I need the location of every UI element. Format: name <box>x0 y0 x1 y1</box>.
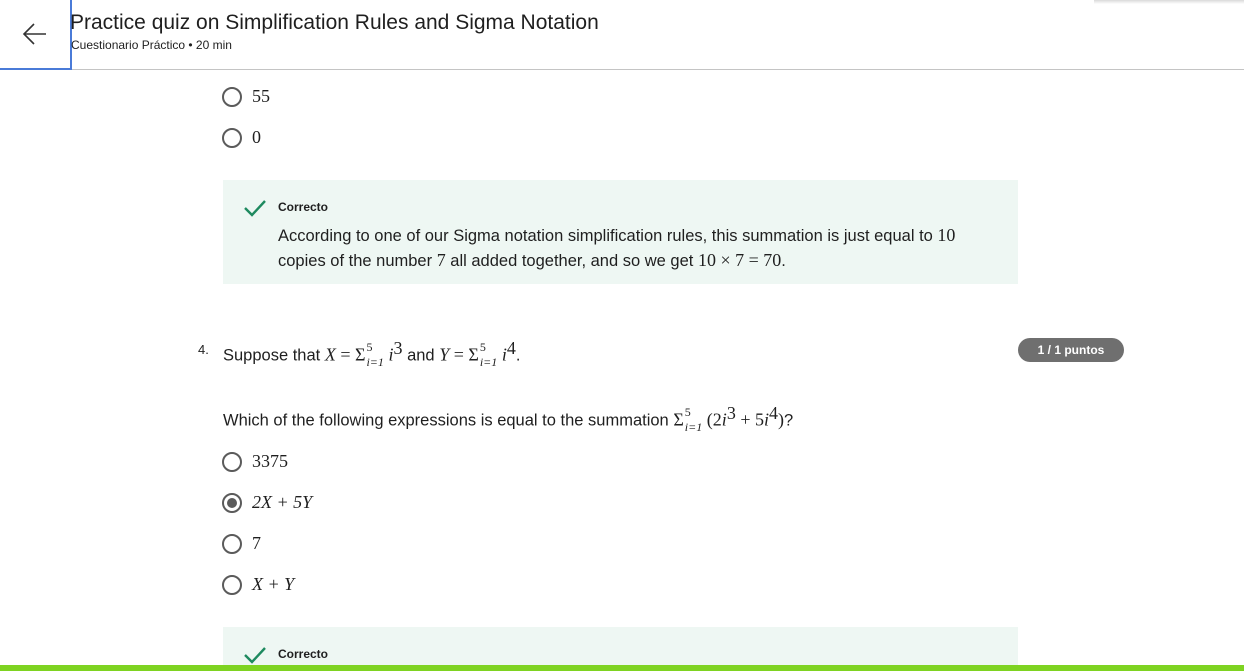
prompt-text: ? <box>783 411 794 430</box>
feedback-math: 10 × 7 = 70 <box>697 250 782 270</box>
radio-button[interactable] <box>222 534 242 554</box>
feedback-text-part: copies of the number <box>278 252 437 270</box>
checkmark-icon <box>243 196 267 220</box>
feedback-text-part: all added together, and so we get <box>445 252 698 270</box>
question-subprompt <box>223 403 793 435</box>
math-exponent: 4 <box>506 338 516 358</box>
option-label: 2X + 5Y <box>252 492 313 512</box>
points-badge: 1 / 1 puntos <box>1018 338 1124 362</box>
option-label: 7 <box>252 533 261 553</box>
page-subtitle: Cuestionario Práctico • 20 min <box>71 38 232 52</box>
math-var: Y <box>439 344 450 365</box>
math-exponent: 3 <box>726 403 736 423</box>
option-label: 55 <box>252 86 270 106</box>
progress-bar <box>0 665 1244 671</box>
sum-upper: 5 <box>684 405 691 420</box>
q4-option-x-y[interactable] <box>222 574 294 595</box>
q4-option-3375[interactable] <box>222 451 288 472</box>
q3-feedback <box>223 180 1018 284</box>
prompt-text: and <box>402 346 440 365</box>
math-sigma: Σ <box>673 409 684 430</box>
sum-limits <box>480 342 502 370</box>
sum-limits <box>685 407 707 435</box>
math-var: i <box>763 409 769 430</box>
math-expr: (2 <box>706 409 722 430</box>
prompt-text: Which of the following expressions is equal to the summation <box>223 411 674 430</box>
radio-button-selected[interactable] <box>222 493 242 513</box>
option-label: 3375 <box>252 451 288 471</box>
sum-upper: 5 <box>479 340 486 355</box>
question-prompt <box>223 338 520 370</box>
back-button[interactable] <box>0 0 72 70</box>
math-var: X <box>324 344 336 365</box>
prompt-text: Suppose that <box>223 346 325 365</box>
sum-lower: i=1 <box>366 355 384 370</box>
radio-button[interactable] <box>222 128 242 148</box>
radio-button[interactable] <box>222 452 242 472</box>
feedback-text-part: . <box>781 252 786 270</box>
q3-option-55[interactable] <box>222 86 270 107</box>
q3-option-0[interactable] <box>222 127 261 148</box>
prompt-text: . <box>515 346 521 365</box>
math-exponent: 4 <box>768 403 778 423</box>
math-expr: + 5 <box>735 409 764 430</box>
header <box>0 0 1244 70</box>
arrow-left-icon <box>22 21 48 47</box>
feedback-text <box>278 223 993 273</box>
radio-button[interactable] <box>222 575 242 595</box>
feedback-label: Correcto <box>278 647 329 661</box>
q4-option-2x-5y[interactable] <box>222 492 312 513</box>
math-sigma: = Σ <box>335 344 366 365</box>
math-sigma: = Σ <box>449 344 479 365</box>
math-exponent: 3 <box>393 338 403 358</box>
math-expr: ) <box>777 409 784 430</box>
math-var: i <box>388 344 394 365</box>
question-number: 4. <box>198 342 209 357</box>
q4-option-7[interactable] <box>222 533 261 554</box>
math-var: i <box>501 344 507 365</box>
feedback-math: 10 <box>937 225 956 245</box>
page-title: Practice quiz on Simplification Rules and Sigma Notation <box>70 11 599 34</box>
option-label: X + Y <box>252 574 295 594</box>
sum-limits <box>366 342 388 370</box>
math-var: i <box>721 409 727 430</box>
option-label: 0 <box>252 127 261 147</box>
sum-upper: 5 <box>366 340 373 355</box>
sum-lower: i=1 <box>684 420 703 435</box>
feedback-math: 7 <box>436 250 446 270</box>
sum-lower: i=1 <box>479 355 498 370</box>
header-shadow <box>1094 0 1244 4</box>
feedback-label: Correcto <box>278 200 329 214</box>
radio-button[interactable] <box>222 87 242 107</box>
feedback-text-part: According to one of our Sigma notation simplification rules, this summation is just equal to <box>278 227 938 245</box>
checkmark-icon <box>243 643 267 667</box>
